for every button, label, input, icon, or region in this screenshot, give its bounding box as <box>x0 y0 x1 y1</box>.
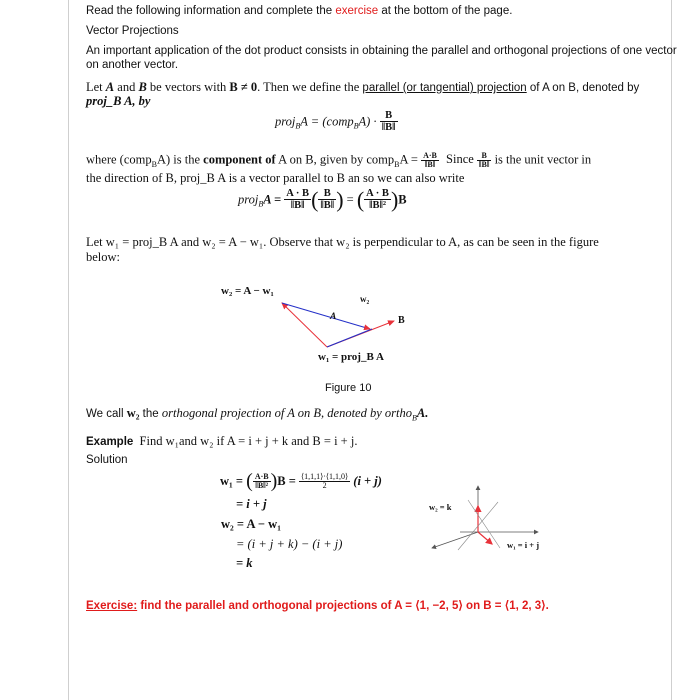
page-left-border <box>68 0 69 700</box>
section-title: Vector Projections <box>86 25 179 37</box>
figure10-label-w2: w₂ <box>360 294 370 304</box>
let-line-1: Let w₁ = proj_B A and w₂ = A − w₁. Observe that w₂ is perpendicular to A, as can be seen in the figure <box>86 235 599 249</box>
plane-line-2 <box>468 500 500 548</box>
axes-diagram <box>420 482 550 562</box>
parallel-projection-link[interactable]: parallel (or tangential) projection <box>362 82 527 94</box>
page-right-border <box>671 0 672 700</box>
definition-line-1: Let A and B be vectors with B ≠ 0. Then we define the parallel (or tangential) projection of A on B, denoted by <box>86 80 640 94</box>
vector-w1-line <box>327 329 372 347</box>
solution-step-5: = k <box>236 556 253 570</box>
fraction-unit-b: $\frac{B}{‖B‖}$ <box>381 110 396 133</box>
w1-vector <box>478 532 492 544</box>
figure10-label-b: B <box>398 315 405 326</box>
figure10-w2-eq: w₂ = A − w₁ <box>221 285 274 297</box>
solution-step-3: w₂ = A − w₁ <box>221 517 281 531</box>
equation-proj-definition: proj$_B$A = (comp$_B$A) · $\frac{B}{‖B‖}$ <box>275 110 396 133</box>
exercise-line: Exercise: find the parallel and orthogonal projections of A = ⟨1, −2, 5⟩ on B = ⟨1, 2, 3⟩. <box>86 600 549 612</box>
instruction-suffix: at the bottom of the page. <box>378 5 513 17</box>
instruction-line <box>86 5 512 17</box>
where-line-2: the direction of B, proj_B A is a vector parallel to B an so we can also write <box>86 171 465 185</box>
equation-proj-expanded: proj$_B$A = $\frac{A \cdot B}{‖B‖}$ ( $\frac{B}{‖B‖}$ ) = ( $\frac{A \cdot B}{\text{‖B‖²}}$ )B <box>238 187 407 212</box>
figure10-caption: Figure 10 <box>325 382 372 394</box>
intro-line-2: on another vector. <box>86 59 179 71</box>
figure10-w1-eq: w₁ = proj_B A <box>318 351 384 363</box>
instruction-prefix: Read the following information and complete the <box>86 5 336 17</box>
intro-line-1: An important application of the dot product consists in obtaining the parallel and orthogonal projections of one vector <box>86 45 677 57</box>
where-line-1: where (comp$_B$A) is the component of A on B, given by comp$_B$A = $\frac{A\cdot B}{‖B‖}$ Since $\frac{B}{‖B‖}$ is the unit vector in <box>86 151 592 169</box>
exercise-link[interactable]: exercise <box>335 5 379 17</box>
axes-label-w1: w₁ = i + j <box>507 540 540 550</box>
solution-label: Solution <box>86 454 128 466</box>
let-line-2: below: <box>86 250 121 264</box>
fraction-comp: $\frac{A\cdot B}{‖B‖}$ <box>423 151 437 169</box>
we-call-line: We call w₂ the orthogonal projection of A on B, denoted by ortho$_B$A. <box>86 406 429 423</box>
solution-step-1: w₁ = ( $\frac{A\cdot B}{\text{‖B‖²}}$ )B = $\frac{⟨1,1,1⟩\cdot⟨1,1,0⟩}{2}$ (i + j) <box>220 470 382 492</box>
exercise-label: Exercise: <box>86 600 138 612</box>
example-line: Example Find w₁and w₂ if A = i + j + k and B = i + j. <box>86 434 358 448</box>
figure10-label-a: A <box>330 312 337 322</box>
fraction-unit-vector: $\frac{B}{‖B‖}$ <box>478 151 490 169</box>
solution-step-2: = i + j <box>236 497 267 511</box>
solution-step-4: = (i + j + k) − (i + j) <box>236 537 343 551</box>
definition-line-2: proj_B A, by <box>86 94 151 108</box>
axes-label-w2: w₂ = k <box>429 502 452 512</box>
